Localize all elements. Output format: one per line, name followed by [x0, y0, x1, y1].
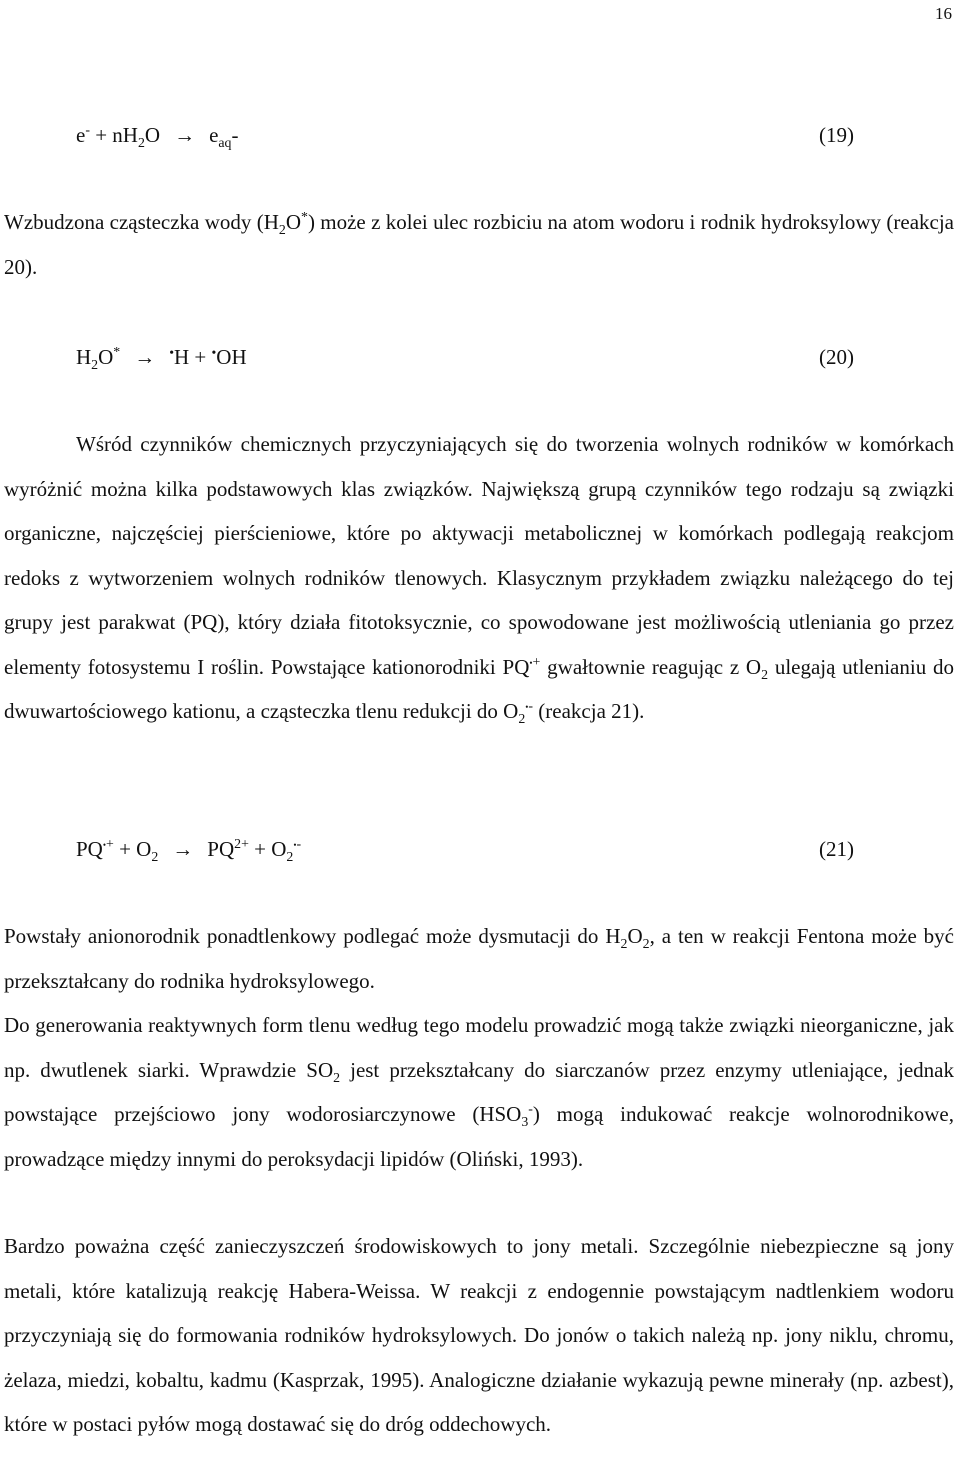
reaction-arrow-icon: →	[174, 123, 196, 147]
equation-number: (19)	[819, 123, 854, 147]
radical-dot-icon: •	[293, 840, 297, 850]
radical-dot-icon: •	[211, 345, 217, 361]
equation-20	[76, 342, 854, 375]
reaction-arrow-icon: →	[172, 837, 194, 861]
reaction-arrow-icon: →	[134, 345, 156, 369]
equation-number: (21)	[819, 837, 854, 861]
equation-number: (20)	[819, 345, 854, 369]
paragraph-chemical-factors: Wśród czynników chemicznych przyczyniających się do tworzenia wolnych rodników w komórkach wyróżnić można kilka podstawowych klas związków. Największą grupą czynników tego rodzaju są związki organiczne, najczęściej pierścieniowe, które po aktywacji metabolicznej w komórkach podlegają reakcjom redoks z wytworzeniem wolnych rodników tlenowych. Klasycznym przykładem związku należącego do tej grupy jest parakwat (PQ), który działa fitotoksycznie, co spowodowane jest możliwością utleniania go przez elementy fotosystemu I roślin. Powstające kationorodniki PQ•+ gwałtownie reagując z $O_2$ ulegają utlenianiu do dwuwartościowego kationu, a cząsteczka tlenu redukcji do $O_2^{•-}$ (reakcja 21).	[4, 432, 954, 727]
paragraph-excited-water: Wzbudzona cząsteczka wody $(H_2O^*)$ może z kolei ulec rozbiciu na atom wodoru i rodnik hydroksylowy (reakcja 20).	[4, 209, 954, 279]
equation-21	[76, 834, 854, 864]
paragraph-inorganic-compounds: Do generowania reaktywnych form tlenu według tego modelu prowadzić mogą także związki nieorganiczne, jak np. dwutlenek siarki. Wprawdzie $SO_2$ jest przekształcany do siarczanów przez enzymy utleniające, jednak powstające przejściowo jony wodorosiarczynowe $(HSO_3^-)$ mogą indukować reakcje wolnorodnikowe, prowadzące między innymi do peroksydacji lipidów (Oliński, 1993).	[4, 1013, 955, 1171]
equation-21-formula: $PQ^{•+} + O_2 \to PQ^{2+} + O_2^{•-}$	[76, 836, 302, 865]
radical-dot-icon: •	[169, 345, 174, 361]
radical-dot-icon: •	[102, 840, 107, 850]
paragraph-superoxide: Powstały anionorodnik ponadtlenkowy podlegać może dysmutacji do $H_2O_2$, a ten w reakcji Fentona może być przekształcany do rodnika hydroksylowego.	[4, 924, 955, 993]
radical-dot-icon: •	[529, 657, 533, 668]
equation-19	[76, 120, 854, 150]
equation-19-formula: $e^- + nH_2O \to e_{aq}-$	[76, 122, 239, 151]
radical-dot-icon: •	[525, 702, 529, 712]
equation-20-formula: $H_2O^* \to ^•H + ^•OH$	[76, 344, 247, 373]
page-number: 16	[935, 4, 952, 23]
paragraph-metal-ions: Bardzo poważna część zanieczyszczeń środowiskowych to jony metali. Szczególnie niebezpieczne są jony metali, które katalizują reakcję Habera-Weissa. W reakcji z endogennie powstającym nadtlenkiem wodoru przyczyniają się do formowania rodników hydroksylowych. Do jonów o takich należą np. jony niklu, chromu, żelaza, miedzi, kobaltu, kadmu (Kasprzak, 1995). Analogiczne działanie wykazują pewne minerały (np. azbest), które w postaci pyłów mogą dostawać się do dróg oddechowych.	[4, 1234, 954, 1436]
